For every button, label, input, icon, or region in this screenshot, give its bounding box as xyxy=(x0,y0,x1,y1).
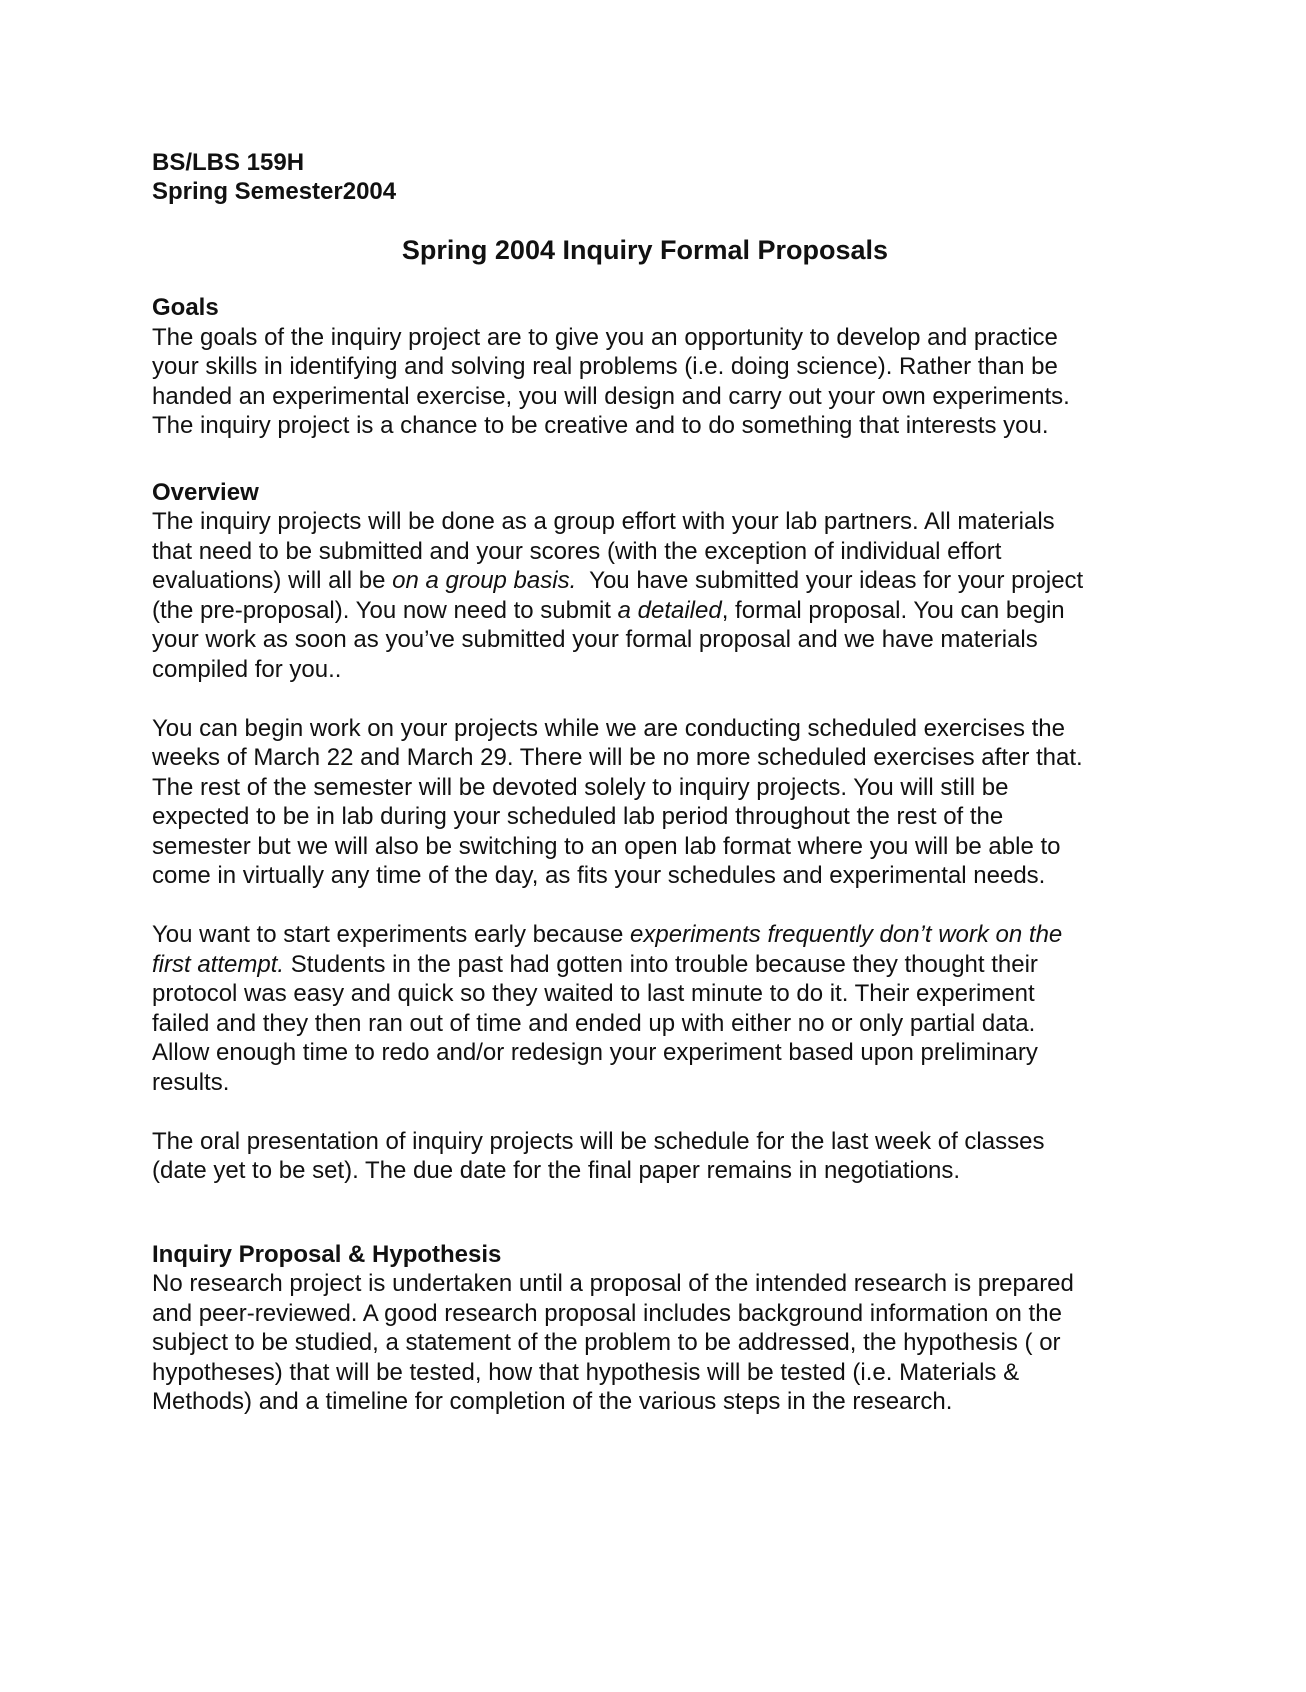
overview-line: your work as soon as you’ve submitted your formal proposal and we have materials xyxy=(152,626,1038,653)
overview-line: semester but we will also be switching to an open lab format where you will be able to xyxy=(152,832,1061,860)
overview-heading: Overview xyxy=(152,478,259,506)
overview-paragraph-4 xyxy=(152,1127,1162,1186)
overview-line: (date yet to be set). The due date for the final paper remains in negotiations. xyxy=(152,1157,961,1184)
proposal-section xyxy=(152,1240,1162,1417)
overview-line: The oral presentation of inquiry projects will be schedule for the last week of classes xyxy=(152,1127,1045,1155)
overview-paragraph-3 xyxy=(152,920,1162,1097)
overview-line: expected to be in lab during your scheduled lab period throughout the rest of the xyxy=(152,803,1004,830)
proposal-line: subject to be studied, a statement of the problem to be addressed, the hypothesis ( or xyxy=(152,1329,1061,1356)
text-run: Students in the past had gotten into trouble because they thought their xyxy=(284,950,1038,978)
emphasis-text: first attempt. xyxy=(152,950,285,978)
overview-line: The rest of the semester will be devoted solely to inquiry projects. You will still be xyxy=(152,773,1009,801)
proposal-line: hypotheses) that will be tested, how that hypothesis will be tested (i.e. Materials & xyxy=(152,1358,1020,1386)
overview-section xyxy=(152,478,1162,1186)
overview-paragraph-2 xyxy=(152,714,1162,891)
text-run: You have submitted your ideas for your project xyxy=(576,567,1084,594)
proposal-line: and peer-reviewed. A good research proposal includes background information on the xyxy=(152,1299,1062,1327)
overview-paragraph-1 xyxy=(152,507,1162,684)
semester-label: Spring Semester2004 xyxy=(152,178,397,205)
overview-line: protocol was easy and quick so they waited to last minute to do it. Their experiment xyxy=(152,980,1035,1007)
goals-line: your skills in identifying and solving real problems (i.e. doing science). Rather than be xyxy=(152,353,1058,380)
goals-line: The inquiry project is a chance to be creative and to do something that interests you. xyxy=(152,412,1049,439)
text-run: evaluations) will all be xyxy=(152,567,393,594)
document-body xyxy=(152,148,1162,1417)
overview-line xyxy=(152,950,1162,980)
emphasis-text: experiments frequently don’t work on the xyxy=(630,921,1063,948)
document-title: Spring 2004 Inquiry Formal Proposals xyxy=(401,235,889,265)
course-header xyxy=(152,148,1162,206)
text-run: (the pre-proposal). You now need to submit xyxy=(152,596,618,624)
overview-line: failed and they then ran out of time and ended up with either no or only partial data. xyxy=(152,1009,1036,1037)
overview-line: compiled for you.. xyxy=(152,655,342,683)
overview-line xyxy=(152,596,1162,626)
proposal-heading: Inquiry Proposal & Hypothesis xyxy=(152,1240,502,1268)
overview-line: The inquiry projects will be done as a group effort with your lab partners. All materials xyxy=(152,508,1055,535)
proposal-line: No research project is undertaken until a proposal of the intended research is prepared xyxy=(152,1270,1074,1297)
emphasis-text: on a group basis. xyxy=(392,567,577,594)
overview-line: Allow enough time to redo and/or redesign your experiment based upon preliminary xyxy=(152,1039,1038,1066)
proposal-paragraph xyxy=(152,1269,1162,1417)
overview-line: results. xyxy=(152,1068,230,1096)
goals-line: The goals of the inquiry project are to give you an opportunity to develop and practice xyxy=(152,323,1058,351)
overview-line: come in virtually any time of the day, as fits your schedules and experimental needs. xyxy=(152,862,1046,889)
goals-section xyxy=(152,293,1162,441)
overview-line xyxy=(152,566,1162,596)
overview-line: weeks of March 22 and March 29. There will be no more scheduled exercises after that. xyxy=(152,744,1083,771)
overview-line: that need to be submitted and your scores (with the exception of individual effort xyxy=(152,537,1002,565)
proposal-line: Methods) and a timeline for completion of the various steps in the research. xyxy=(152,1388,953,1415)
overview-line: You can begin work on your projects while we are conducting scheduled exercises the xyxy=(152,714,1065,742)
emphasis-text: a detailed xyxy=(617,596,722,624)
course-code: BS/LBS 159H xyxy=(152,149,305,176)
text-run: , formal proposal. You can begin xyxy=(721,596,1065,624)
goals-line: handed an experimental exercise, you will design and carry out your own experiments. xyxy=(152,382,1070,410)
text-run: You want to start experiments early because xyxy=(152,921,631,948)
goals-paragraph xyxy=(152,323,1162,441)
goals-heading: Goals xyxy=(152,294,219,321)
overview-line xyxy=(152,920,1162,950)
